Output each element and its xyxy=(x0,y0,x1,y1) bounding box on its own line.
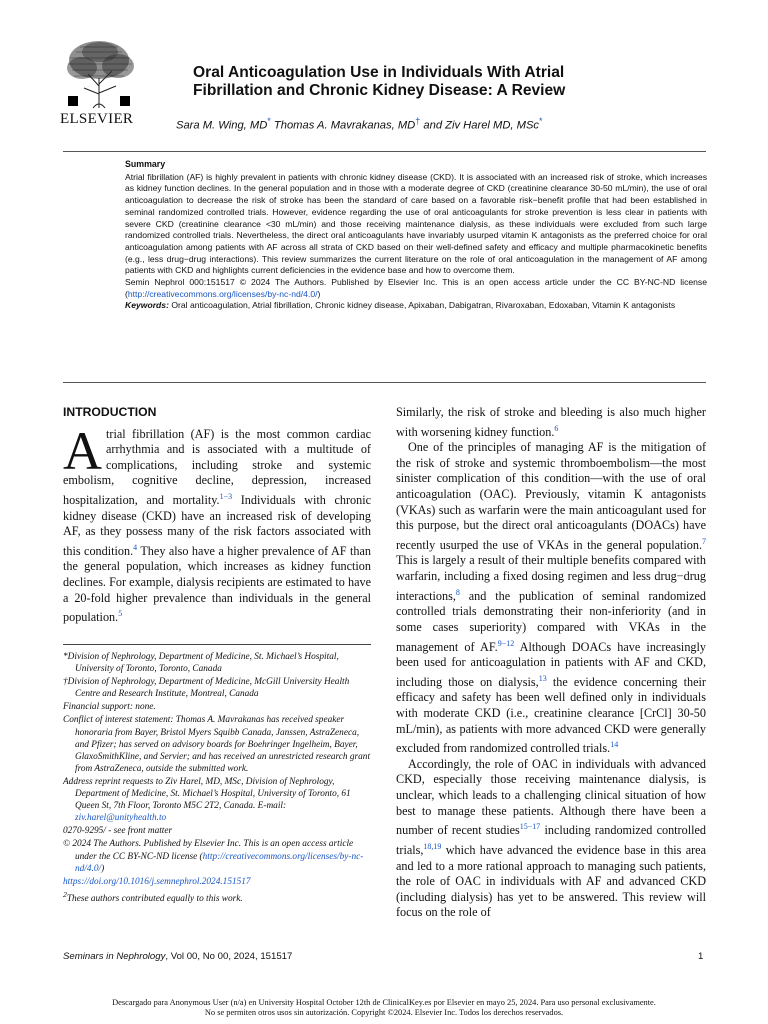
reference-link[interactable]: 9−12 xyxy=(497,638,515,648)
footnote-divider xyxy=(63,644,371,645)
keywords xyxy=(125,300,707,312)
footnotes xyxy=(63,651,371,906)
author-name: and Ziv Harel MD, MSc xyxy=(423,119,540,132)
summary-box xyxy=(63,151,706,383)
summary-citation: Semin Nephrol 000:151517 © 2024 The Authors. Published by Elsevier Inc. This is an open access article under the CC BY-NC-ND license (http://creativecommons.org/licenses/by-nc-nd/4.0/) xyxy=(125,277,707,299)
reference-link[interactable]: 8 xyxy=(455,587,460,597)
reference-link[interactable]: 13 xyxy=(538,673,547,683)
affiliation-footnote: *Division of Nephrology, Department of Medicine, St. Michael’s Hospital, University of Toronto, Toronto, Canada xyxy=(63,652,339,675)
equal-contribution: $^2$These authors contributed equally to this work. xyxy=(63,889,243,904)
affiliation-mark[interactable]: † xyxy=(415,116,421,126)
elsevier-tree-logo-icon xyxy=(60,38,138,110)
copyright-notice: © 2024 The Authors. Published by Elsevier Inc. This is an open access article under the CC BY-NC-ND license (http://creativecommons.org/licenses/by-nc-nd/4.0/) xyxy=(63,839,364,874)
summary-heading: Summary xyxy=(125,159,166,169)
reference-link[interactable]: 5 xyxy=(118,609,123,619)
keywords-label: Keywords: xyxy=(125,300,169,311)
affiliation-mark[interactable]: * xyxy=(539,116,543,126)
journal-citation xyxy=(63,951,292,962)
intro-paragraph-2: Similarly, the risk of stroke and bleeding is also much higher with worsening kidney function.$^6$ xyxy=(396,405,706,439)
reprint-address: Address reprint requests to Ziv Harel, MD, MSc, Division of Nephrology, Department of Medicine, St. Michael’s Hospital, University of Toronto, 61 Queen St, 7th Floor, Toronto M5C 2T2, Canada. E-mail: ziv.harel@unityhealth.to xyxy=(63,776,351,824)
license-link[interactable]: http://creativecommons.org/licenses/by-nc-nd/4.0/ xyxy=(127,288,318,299)
reference-link[interactable]: 15−17 xyxy=(519,822,541,832)
download-notice: Descargado para Anonymous User (n/a) en University Hospital October 12th de ClinicalKey.es por Elsevier en mayo 25, 2024. Para uso personal exclusivamente. No se permiten otros usos sin autorización. Copyright ©2024. Elsevier Inc. Todos los derechos reservados. xyxy=(112,998,656,1017)
reference-link[interactable]: 6 xyxy=(554,423,559,433)
reference-link[interactable]: 1−3 xyxy=(219,491,233,501)
license-link[interactable]: http://creativecommons.org/licenses/by-nc-nd/4.0/ xyxy=(75,851,364,874)
journal-details: , Vol 00, No 00, 2024, 151517 xyxy=(165,951,293,962)
affiliation-mark[interactable]: * xyxy=(267,116,271,126)
right-column xyxy=(396,405,706,921)
page-number: 1 xyxy=(698,951,704,962)
reference-link[interactable]: 7 xyxy=(702,536,706,546)
article-title: Oral Anticoagulation Use in Individuals With Atrial Fibrillation and Chronic Kidney Disease: A Review xyxy=(193,64,566,99)
author-name: Thomas A. Mavrakanas, MD xyxy=(273,119,416,132)
financial-support: Financial support: none. xyxy=(63,702,156,713)
doi-link[interactable]: https://doi.org/10.1016/j.semnephrol.2024.151517 xyxy=(63,876,251,887)
author-name: Sara M. Wing, MD xyxy=(176,119,268,132)
publisher-logo-text: ELSEVIER xyxy=(60,111,134,127)
issn: 0270-9295/ - see front matter xyxy=(63,826,173,837)
reference-link[interactable]: 4 xyxy=(133,542,138,552)
author-list xyxy=(176,116,636,132)
summary-text: Atrial fibrillation (AF) is highly prevalent in patients with chronic kidney disease (CKD). It is associated with an increased risk of stroke, which increases as kidney function declines. In the general population and in those with a moderate degree of CKD (creatinine clearance 30-50 mL/min), the use of oral anticoagulation to decrease the risk of stroke has been the standard of care based on a favorable risk−benefit profile that had been established in seminal randomized controlled trials. However, evidence regarding the use of oral anticoagulants for stroke prevention is less clear in patients with severe CKD (creatinine clearance <30 mL/min) and those receiving maintenance dialysis, as these individuals were excluded from such large randomized controlled trials. Nevertheless, the direct oral anticoagulants have invariably usurped vitamin K antagonists as the preferred choice for oral anticoagulation among patients with AF across all strata of CKD based on their well-defined safety and efficacy and multiple pharmacokinetic benefits (e.g., less drug−drug interactions). This review summarizes the current literature on the role of oral anticoagulation in the management of AF among patients with CKD and highlights current deficiencies in the evidence base and how to overcome them. xyxy=(125,171,707,276)
left-column xyxy=(63,405,371,626)
introduction-heading: INTRODUCTION xyxy=(63,405,157,419)
affiliation-footnote: †Division of Nephrology, Department of Medicine, McGill University Health Centre and Research Institute, Montreal, Canada xyxy=(63,677,350,700)
reference-link[interactable]: 18,19 xyxy=(423,841,442,851)
journal-name: Seminars in Nephrology xyxy=(63,951,166,962)
doi xyxy=(63,876,371,888)
intro-paragraph-1: Atrial fibrillation (AF) is the most common cardiac arrhythmia and is associated with a multitude of complications, including stroke and systemic embolism, cognitive decline, depression, increased hospitalization, and mortality.$^{1-3}$ Individuals with chronic kidney disease (CKD) have an increased risk of developing AF, as they possess many of the risk factors associated with this condition.$^4$ They also have a higher prevalence of AF than the general population, which increases as kidney function declines. For example, dialysis recipients are estimated to have a 20-fold higher prevalence than individuals in the general population.$^5$ xyxy=(63,420,371,625)
dropcap: A xyxy=(63,420,102,481)
keywords-list: Oral anticoagulation, Atrial fibrillation, Chronic kidney disease, Apixaban, Dabigatran, Rivaroxaban, Edoxaban, Vitamin K antagonists xyxy=(171,300,676,311)
email-link[interactable]: ziv.harel@unityhealth.to xyxy=(75,813,167,824)
intro-paragraph-4: Accordingly, the role of OAC in individuals with advanced CKD, especially those receiving maintenance dialysis, is unclear, which leads to a challenging clinical situation of how best to manage these patients. Although there have been a number of recent studies$^{15-17}$ including randomized controlled trials,$^{18,19}$ which have advanced the evidence base in this area and led to a more rational approach to managing such patients, the role of OAC in individuals with AF and advanced CKD (including dialysis) has yet to be answered. This review will focus on the role of xyxy=(396,756,706,920)
conflict-statement: Conflict of interest statement: Thomas A. Mavrakanas has received speaker honoraria from Bayer, Bristol Myers Squibb Canada, Janssen, AstraZeneca, and Pfizer; has served on advisory boards for Boehringer Ingelheim, Bayer, GlaxoSmithKline, and Servier; and has received an unrestricted research grant from AstraZeneca, outside the submitted work. xyxy=(63,715,371,774)
summary-content xyxy=(125,159,707,312)
reference-link[interactable]: 14 xyxy=(610,740,619,750)
intro-paragraph-3: One of the principles of managing AF is the mitigation of the risk of stroke and systemic thromboembolism—the most sinister complication of this condition—with the use of oral anticoagulation (OAC). Previously, vitamin K antagonists (VKAs) such as warfarin were the main anticoagulant used for this purpose, but the direct oral anticoagulants (DOACs) have recently usurped the use of VKAs in the general population.$^7$ This is largely a result of their multiple benefits compared with warfarin, including a fixed dosing regimen and less drug−drug interactions,$^8$ and the publication of seminal randomized controlled trials demonstrating their non-inferiority (and in some cases superiority) compared with VKAs in the management of AF.$^{9-12}$ Although DOACs have increasingly been used for anticoagulation in patients with AF and CKD, including those on dialysis,$^{13}$ the evidence concerning their efficacy and safety has been well defined only in individuals with moderate CKD (i.e., creatinine clearance [CrCl] 30-50 mL/min), as patients with more advanced CKD were generally excluded from randomized controlled trials.$^{14}$ xyxy=(396,440,706,756)
